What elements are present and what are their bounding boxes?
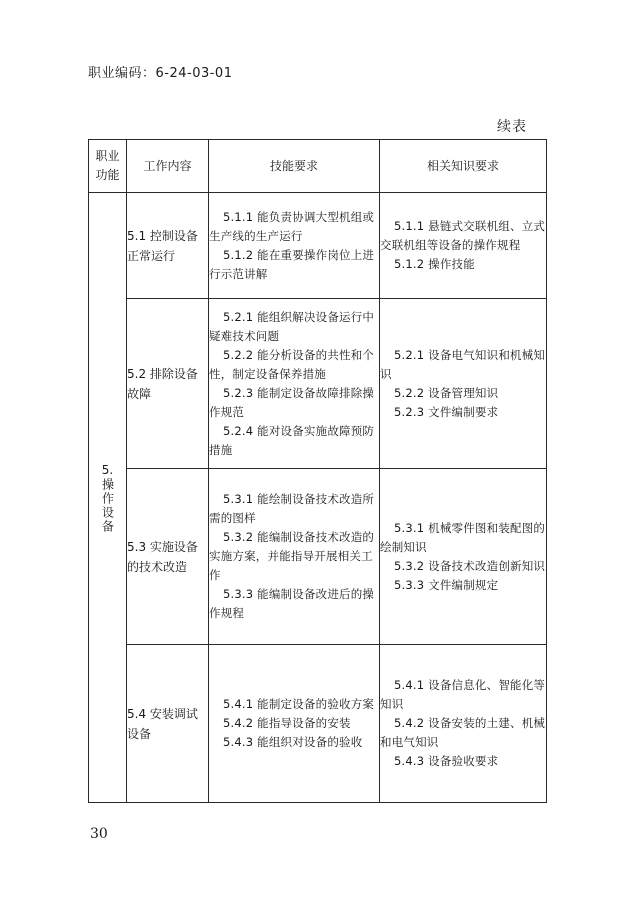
- skill-item: 5.1.1 能负责协调大型机组或生产线的生产运行: [209, 209, 375, 243]
- skill-item: 5.2.3 能制定设备故障排除操作规范: [209, 385, 375, 419]
- table-row: [89, 193, 547, 299]
- skill-item: 5.2.2 能分析设备的共性和个性，制定设备保养措施: [209, 347, 375, 381]
- skill-item: 5.4.1 能制定设备的验收方案: [223, 697, 375, 711]
- knowledge-cell: [380, 193, 547, 299]
- knowledge-item: 5.2.3 文件编制要求: [394, 404, 499, 419]
- knowledge-cell: [380, 299, 547, 469]
- knowledge-item: 5.1.1 悬链式交联机组、立式交联机组等设备的操作规程: [380, 219, 546, 252]
- knowledge-item: 5.2.1 设备电气知识和机械知识: [380, 347, 546, 381]
- function-number: 5.: [101, 462, 114, 477]
- knowledge-item: 5.3.2 设备技术改造创新知识: [394, 558, 546, 573]
- skill-item: 5.3.2 能编制设备技术改造的实施方案，并能指导开展相关工作: [209, 530, 375, 582]
- knowledge-cell: [380, 645, 547, 803]
- table-row: [89, 645, 547, 803]
- header-function-line1: 职业 功能: [95, 149, 120, 182]
- header-function: [89, 140, 127, 193]
- work-content: 5.3 实施设备的技术改造: [127, 469, 209, 645]
- page-number: 30: [90, 826, 108, 842]
- knowledge-cell: [380, 469, 547, 645]
- knowledge-item: 5.4.3 设备验收要求: [394, 754, 499, 768]
- knowledge-item: 5.4.2 设备安装的土建、机械和电气知识: [380, 716, 546, 749]
- skill-item: 5.3.3 能编制设备改进后的操作规程: [209, 587, 375, 620]
- header-skills: 技能要求: [209, 140, 380, 193]
- table-row: [89, 299, 547, 469]
- skill-item: 5.2.4 能对设备实施故障预防措施: [209, 423, 375, 457]
- work-content: 5.2 排除设备故障: [127, 299, 209, 469]
- table-row: [89, 469, 547, 645]
- continued-label: 续表: [497, 119, 527, 135]
- skill-cell: [209, 645, 380, 803]
- table-header-row: [89, 140, 547, 193]
- skill-item: 5.4.3 能组织对设备的验收: [223, 735, 363, 749]
- skill-item: 5.1.2 能在重要操作岗位上进行示范讲解: [209, 247, 375, 281]
- skill-item: 5.4.2 能指导设备的安装: [223, 716, 351, 730]
- knowledge-item: 5.1.2 操作技能: [394, 257, 475, 271]
- skill-cell: [209, 469, 380, 645]
- work-content: 5.1 控制设备正常运行: [127, 193, 209, 299]
- skill-item: 5.2.1 能组织解决设备运行中疑难技术问题: [209, 309, 375, 343]
- knowledge-item: 5.2.2 设备管理知识: [394, 385, 499, 400]
- skills-table: [88, 139, 547, 803]
- skill-item: 5.3.1 能绘制设备技术改造所需的图样: [209, 492, 375, 525]
- knowledge-item: 5.3.1 机械零件图和装配图的绘制知识: [380, 520, 546, 554]
- knowledge-item: 5.3.3 文件编制规定: [394, 577, 499, 592]
- function-name: 操作设备: [100, 477, 115, 534]
- skill-cell: [209, 193, 380, 299]
- skill-cell: [209, 299, 380, 469]
- knowledge-item: 5.4.1 设备信息化、智能化等知识: [380, 678, 546, 711]
- header-work: 工作内容: [127, 140, 209, 193]
- work-content: 5.4 安装调试设备: [127, 645, 209, 803]
- function-cell: [89, 193, 127, 803]
- header-knowledge: 相关知识要求: [380, 140, 547, 193]
- occupation-code: 职业编码：6-24-03-01: [88, 66, 233, 81]
